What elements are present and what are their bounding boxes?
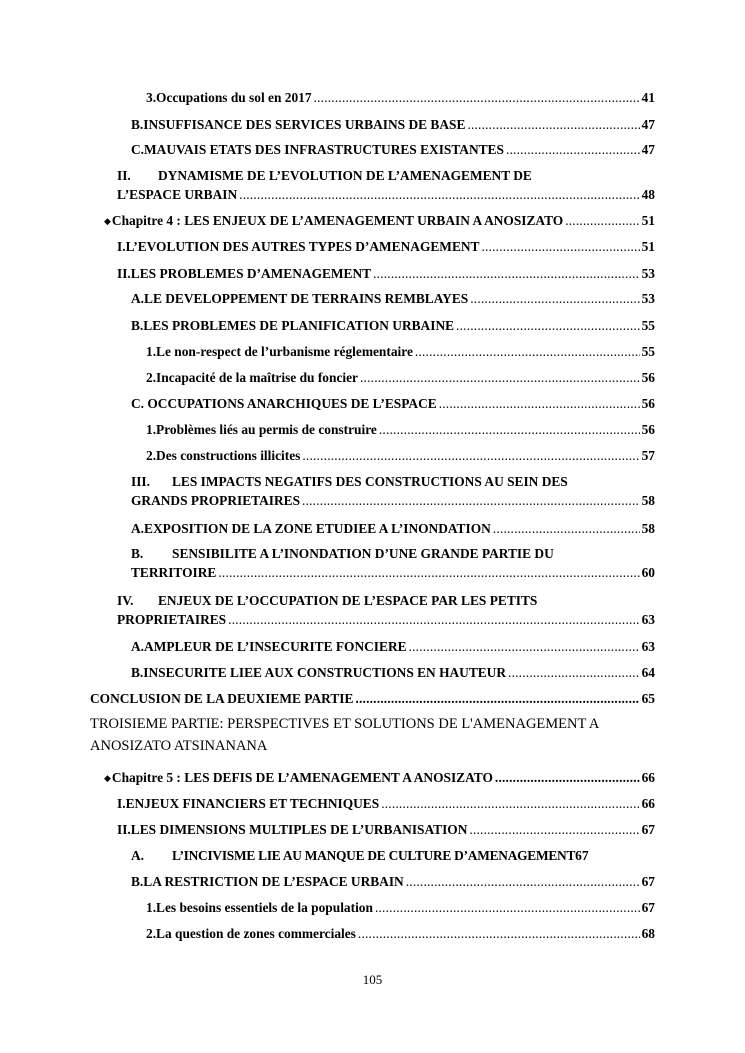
toc-page-number: 68 (641, 926, 655, 941)
toc-number: 1. (146, 900, 157, 915)
toc-title-line1: LES IMPACTS NEGATIFS DES CONSTRUCTIONS AU SEIN DES (172, 474, 568, 489)
toc-title: L’EVOLUTION DES AUTRES TYPES D’AMENAGEMENT (125, 239, 480, 254)
toc-title: L’INCIVISME LIE AU MANQUE DE CULTURE D’AMENAGEMENT (172, 848, 576, 863)
toc-number: A. (131, 848, 145, 863)
dot-leader (467, 115, 639, 134)
toc-page-number: 47 (641, 117, 655, 132)
toc-title: Chapitre 4 : LES ENJEUX DE L’AMENAGEMENT URBAIN A ANOSIZATO (111, 213, 564, 228)
toc-page-number: 56 (641, 396, 655, 411)
toc-entry[interactable] (146, 898, 655, 917)
toc-page-number: 53 (641, 291, 655, 306)
diamond-bullet-icon: ◆ (104, 216, 111, 226)
toc-page-number: 58 (641, 493, 655, 508)
dot-leader (375, 898, 640, 917)
toc-title: LES PROBLEMES DE PLANIFICATION URBAINE (143, 318, 455, 333)
toc-title: CONCLUSION DE LA DEUXIEME PARTIE (90, 691, 354, 706)
toc-entry[interactable] (131, 472, 655, 510)
toc-title: INSECURITE LIEE AUX CONSTRUCTIONS EN HAUTEUR (143, 665, 507, 680)
toc-entry[interactable] (146, 420, 655, 439)
toc-entry[interactable] (146, 342, 655, 361)
toc-entry[interactable] (104, 211, 655, 232)
dot-leader (439, 394, 640, 413)
toc-page-number: 55 (641, 318, 655, 333)
toc-page-number: 55 (641, 344, 655, 359)
dot-leader (381, 794, 639, 813)
page-footer-number: 105 (362, 972, 383, 987)
dot-leader (469, 820, 639, 839)
dot-leader (409, 637, 640, 656)
toc-number: B. (131, 546, 144, 561)
toc-entry[interactable] (90, 689, 655, 708)
part-heading-line1: TROISIEME PARTIE: PERSPECTIVES ET SOLUTIONS DE L'AMENAGEMENT A (90, 716, 600, 732)
toc-page-number: 51 (641, 213, 655, 228)
toc-page-number: 67 (575, 848, 589, 863)
toc-title: Incapacité de la maîtrise du foncier (156, 370, 358, 385)
toc-entry[interactable] (117, 264, 655, 283)
toc-title-line2: L’ESPACE URBAIN (117, 187, 238, 202)
toc-number: IV. (117, 593, 134, 608)
toc-entry[interactable] (104, 768, 655, 789)
toc-title-line1: ENJEUX DE L’OCCUPATION DE L’ESPACE PAR LES PETITS (158, 593, 538, 608)
toc-number: A. (131, 639, 145, 654)
toc-number: A. (131, 291, 145, 306)
toc-title: EXPOSITION DE LA ZONE ETUDIEE A L’INONDATION (144, 521, 491, 536)
toc-title: LE DEVELOPPEMENT DE TERRAINS REMBLAYES (144, 291, 469, 306)
toc-page-number: 57 (641, 448, 655, 463)
toc-title: Problèmes liés au permis de construire (156, 422, 377, 437)
toc-title: LES PROBLEMES D’AMENAGEMENT (130, 266, 372, 281)
toc-entry[interactable] (131, 316, 655, 335)
dot-leader (360, 368, 640, 387)
toc-page-number: 63 (641, 639, 655, 654)
toc-entry[interactable] (117, 237, 655, 256)
toc-entry[interactable] (131, 663, 655, 682)
toc-title: MAUVAIS ETATS DES INFRASTRUCTURES EXISTANTES (144, 142, 504, 157)
part-heading-line2: ANOSIZATO ATSINANANA (90, 738, 268, 754)
dot-leader (302, 491, 640, 510)
toc-page-number: 63 (641, 612, 655, 627)
toc-number: 2. (146, 448, 157, 463)
toc-page-number: 48 (641, 187, 655, 202)
toc-title: LES DIMENSIONS MULTIPLES DE L’URBANISATION (130, 822, 468, 837)
toc-number: 1. (146, 344, 157, 359)
toc-entry[interactable] (117, 794, 655, 813)
toc-number: II. (117, 168, 131, 183)
toc-number: B. (131, 874, 144, 889)
toc-page-number: 56 (641, 370, 655, 385)
toc-page-number: 60 (641, 565, 655, 580)
dot-leader (218, 563, 639, 582)
dot-leader (302, 446, 639, 465)
toc-number: III. (131, 474, 150, 489)
dot-leader (406, 872, 640, 891)
toc-page-number: 41 (641, 90, 655, 105)
toc-title-line2: GRANDS PROPRIETAIRES (131, 493, 301, 508)
toc-number: A. (131, 521, 145, 536)
dot-leader (456, 316, 640, 335)
toc-entry[interactable] (131, 115, 655, 134)
toc-entry[interactable] (146, 924, 655, 943)
toc-number: II. (117, 266, 131, 281)
toc-page-number: 66 (641, 770, 655, 785)
toc-number: I. (117, 796, 126, 811)
toc-page-number: 64 (641, 665, 655, 680)
toc-entry[interactable] (146, 88, 655, 107)
toc-entry[interactable] (131, 140, 655, 159)
toc-page-number: 65 (641, 691, 655, 706)
dot-leader (228, 610, 639, 629)
dot-leader (379, 420, 640, 439)
toc-number: B. (131, 318, 144, 333)
dot-leader (506, 140, 640, 159)
dot-leader (481, 237, 639, 256)
toc-entry[interactable] (131, 846, 655, 865)
toc-title: INSUFFISANCE DES SERVICES URBAINS DE BASE (143, 117, 466, 132)
toc-entry[interactable] (117, 166, 655, 204)
toc-title: AMPLEUR DE L’INSECURITE FONCIERE (144, 639, 407, 654)
toc-page-number: 58 (641, 521, 655, 536)
toc-number: 1. (146, 422, 157, 437)
toc-entry[interactable] (131, 872, 655, 891)
toc-page-number: 67 (641, 874, 655, 889)
toc-number: B. (131, 665, 144, 680)
toc-title-line2: PROPRIETAIRES (117, 612, 227, 627)
dot-leader (373, 264, 640, 283)
toc-title: Les besoins essentiels de la population (156, 900, 373, 915)
toc-entry[interactable] (131, 394, 655, 413)
toc-number: 2. (146, 370, 157, 385)
dot-leader (358, 924, 640, 943)
toc-page-number: 67 (641, 822, 655, 837)
part-heading (90, 713, 655, 757)
dot-leader (355, 689, 639, 708)
dot-leader (470, 289, 639, 308)
toc-entry[interactable] (131, 519, 655, 538)
toc-page-number: 47 (641, 142, 655, 157)
toc-number: II. (117, 822, 131, 837)
toc-title: Occupations du sol en 2017 (156, 90, 312, 105)
toc-entry[interactable] (117, 591, 655, 629)
toc-page-number: 67 (641, 900, 655, 915)
toc-title: C. OCCUPATIONS ANARCHIQUES DE L’ESPACE (131, 396, 437, 411)
dot-leader (239, 185, 639, 204)
toc-page-number: 53 (641, 266, 655, 281)
toc-title: LA RESTRICTION DE L’ESPACE URBAIN (143, 874, 404, 889)
toc-entry[interactable] (146, 368, 655, 387)
toc-number: I. (117, 239, 126, 254)
toc-title: Le non-respect de l’urbanisme réglementaire (156, 344, 413, 359)
toc-entry[interactable] (131, 544, 655, 582)
dot-leader (314, 88, 640, 107)
toc-title: ENJEUX FINANCIERS ET TECHNIQUES (125, 796, 380, 811)
toc-entry[interactable] (131, 637, 655, 656)
toc-title: Chapitre 5 : LES DEFIS DE L’AMENAGEMENT A ANOSIZATO (111, 770, 493, 785)
dot-leader (415, 342, 640, 361)
dot-leader (493, 519, 640, 538)
toc-title: La question de zones commerciales (156, 926, 356, 941)
toc-number: 3. (146, 90, 157, 105)
dot-leader (508, 663, 640, 682)
toc-page-number: 51 (641, 239, 655, 254)
diamond-bullet-icon: ◆ (104, 773, 111, 783)
toc-number: C. (131, 142, 145, 157)
toc-number: B. (131, 117, 144, 132)
toc-page-number: 66 (641, 796, 655, 811)
toc-page-number: 56 (641, 422, 655, 437)
toc-title-line2: TERRITOIRE (131, 565, 217, 580)
toc-title-line1: SENSIBILITE A L’INONDATION D’UNE GRANDE PARTIE DU (172, 546, 554, 561)
dot-leader (495, 768, 640, 787)
toc-title: Des constructions illicites (156, 448, 301, 463)
toc-entry[interactable] (117, 820, 655, 839)
toc-title-line1: DYNAMISME DE L’EVOLUTION DE L’AMENAGEMENT DE (158, 168, 532, 183)
dot-leader (565, 211, 639, 230)
toc-number: 2. (146, 926, 157, 941)
toc-entry[interactable] (131, 289, 655, 308)
toc-entry[interactable] (146, 446, 655, 465)
